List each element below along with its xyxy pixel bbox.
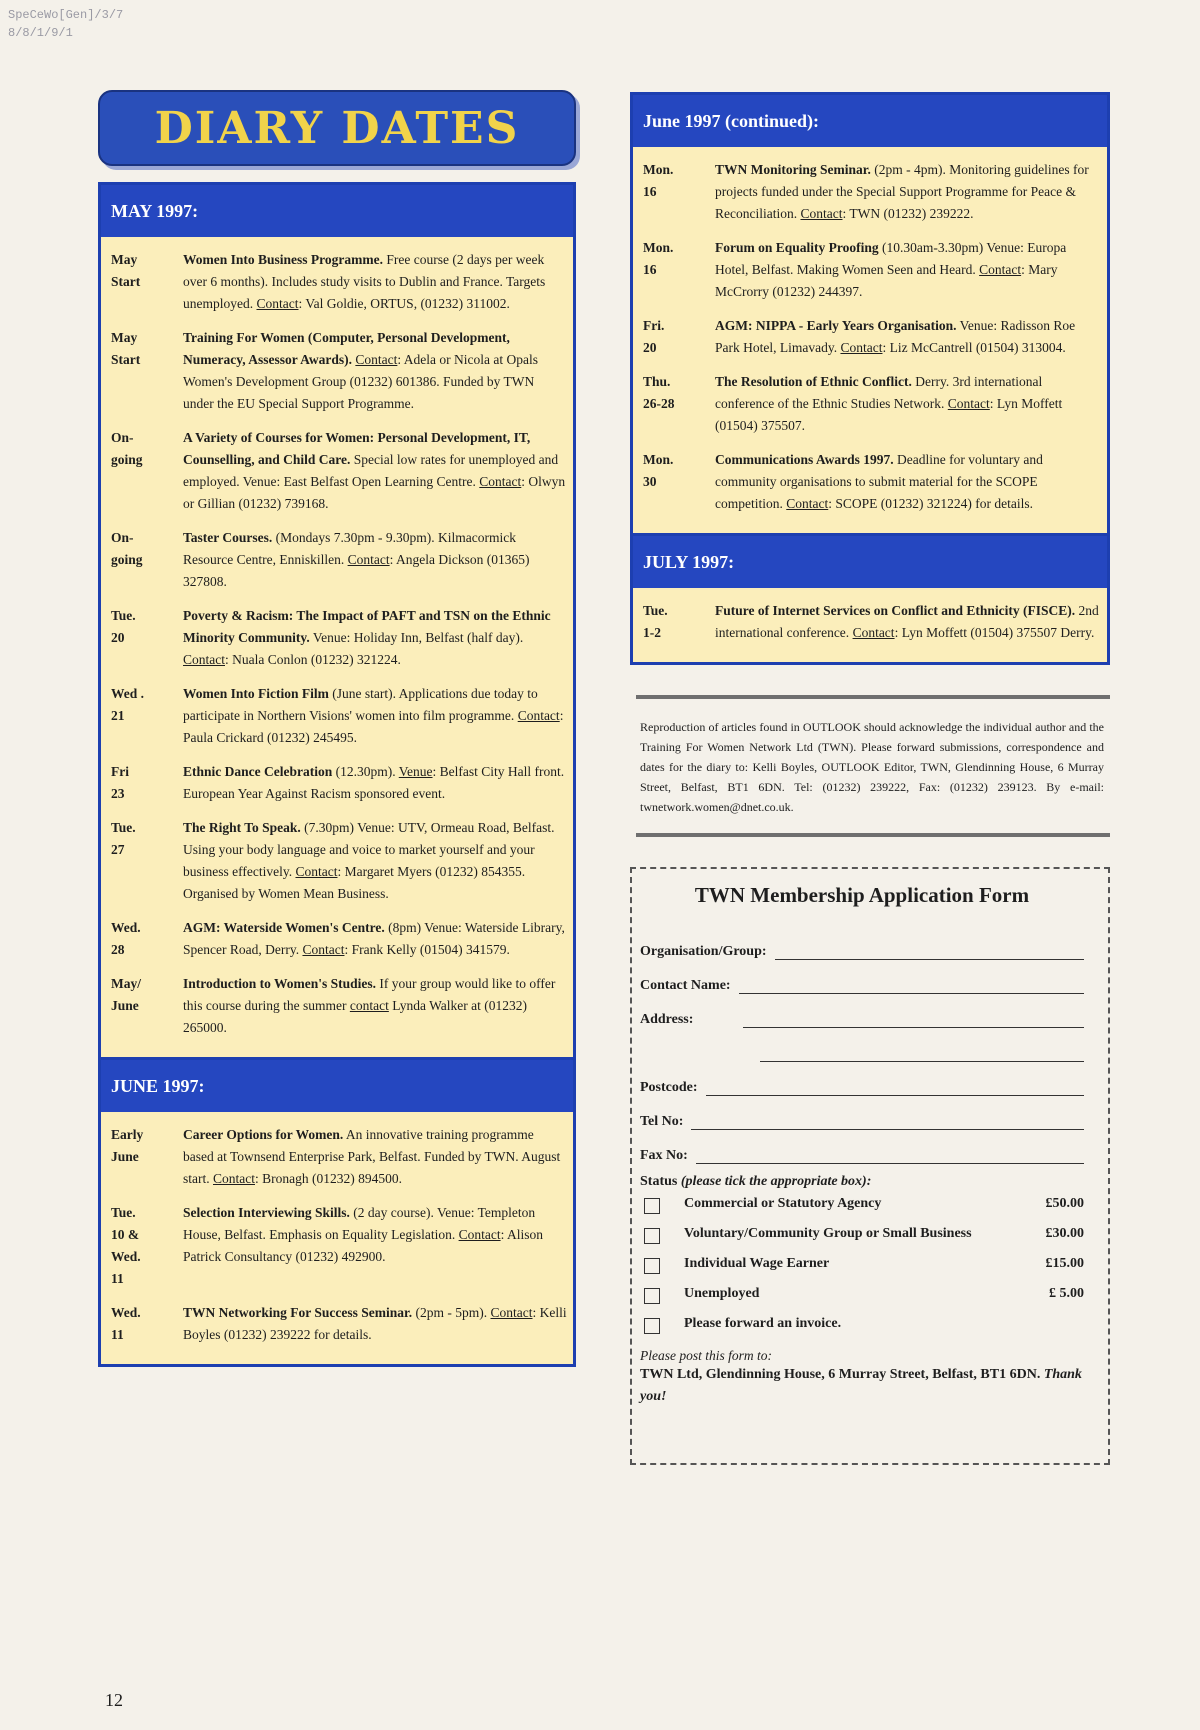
june-heading: JUNE 1997:: [101, 1060, 573, 1112]
entry-text: (7.30pm) Venue: UTV, Ormeau Road, Belfast. Using your body language and voice to market yourself and your business effectively.: [183, 820, 555, 879]
entry-contact-label: Contact: [479, 474, 522, 489]
entry-contact: : TWN (01232) 239222.: [842, 206, 974, 221]
entry-contact: : Margaret Myers (01232) 854355. Organised by Women Mean Business.: [183, 864, 526, 901]
entry-title: Communications Awards 1997.: [715, 452, 894, 467]
entry-date: Early June: [111, 1127, 144, 1164]
entry-contact-label: Contact: [947, 396, 990, 411]
postcode-line[interactable]: [706, 1081, 1084, 1096]
entry-contact-label: Contact: [490, 1305, 533, 1320]
entry-contact-label: Venue: [398, 764, 433, 779]
entry-date: Mon. 16: [643, 240, 674, 277]
status-hint: (please tick the appropriate box):: [677, 1174, 872, 1189]
entry-date: Mon. 30: [643, 452, 674, 489]
entry-date: Wed . 21: [111, 686, 145, 723]
status-prompt: [640, 1174, 1084, 1190]
entry-date: Wed. 28: [111, 920, 141, 957]
entry-contact: : Lyn Moffett (01504) 375507.: [715, 396, 1063, 433]
diary-entry: [643, 159, 1101, 225]
entry-contact: : Mary McCrorry (01232) 244397.: [715, 262, 1058, 299]
entry-contact-label: Contact: [517, 708, 560, 723]
diary-entry: [111, 761, 567, 805]
entry-title: The Right To Speak.: [183, 820, 301, 835]
entry-body: [715, 371, 1101, 437]
option-label: Unemployed: [684, 1286, 760, 1301]
entry-title: Women Into Business Programme.: [183, 252, 384, 267]
july-heading: JULY 1997:: [633, 536, 1107, 588]
entry-body: [183, 817, 567, 905]
entry-body: [715, 237, 1101, 303]
diary-entry: [111, 605, 567, 671]
entry-title: Selection Interviewing Skills.: [183, 1205, 350, 1220]
field-fax: [640, 1130, 1084, 1164]
diary-entry: [643, 315, 1101, 359]
entry-contact-label: Contact: [786, 496, 829, 511]
entry-body: [183, 1124, 567, 1190]
checkbox[interactable]: [644, 1198, 660, 1214]
entry-text: Venue: Radisson Roe Park Hotel, Limavady.: [715, 318, 1076, 355]
entry-text: (10.30am-3.30pm) Venue: Europa Hotel, Belfast. Making Women Seen and Heard.: [715, 240, 1067, 277]
entry-title: Women Into Fiction Film: [183, 686, 329, 701]
status-option: [640, 1226, 1084, 1244]
entry-date: Thu. 26-28: [643, 374, 675, 411]
entry-date: May Start: [111, 330, 141, 367]
option-label: Individual Wage Earner: [684, 1256, 830, 1271]
entry-contact: : Nuala Conlon (01232) 321224.: [225, 652, 401, 667]
entry-contact-label: Contact: [183, 652, 225, 667]
right-column: [630, 92, 1110, 1465]
entry-contact-label: Contact: [979, 262, 1022, 277]
tel-line[interactable]: [691, 1115, 1084, 1130]
entry-date: Tue. 10 & Wed. 11: [111, 1205, 141, 1286]
field-label: Fax No:: [640, 1148, 688, 1163]
entry-contact: : Olwyn or Gillian (01232) 739168.: [183, 474, 566, 511]
field-contact-name: [640, 960, 1084, 994]
entry-contact-label: Contact: [213, 1171, 255, 1186]
entry-text: (2pm - 5pm).: [412, 1305, 488, 1320]
entry-contact: : Bronagh (01232) 894500.: [255, 1171, 402, 1186]
entry-title: Forum on Equality Proofing: [715, 240, 879, 255]
entry-title: Poverty & Racism: The Impact of PAFT and TSN on the Ethnic Minority Community.: [183, 608, 551, 645]
entry-text: Derry. 3rd international conference of the Ethnic Studies Network.: [715, 374, 1043, 411]
diary-entry: [111, 973, 567, 1039]
field-tel: [640, 1096, 1084, 1130]
entry-contact-label: Contact: [458, 1227, 501, 1242]
june-continued-entries: [633, 147, 1107, 533]
post-instruction: Please post this form to:: [640, 1348, 772, 1363]
entry-contact: : Liz McCantrell (01504) 313004.: [882, 340, 1066, 355]
entry-title: Ethnic Dance Celebration: [183, 764, 333, 779]
entry-body: [183, 427, 567, 515]
entry-text: Venue: Holiday Inn, Belfast (half day).: [309, 630, 524, 645]
diary-entry: [111, 527, 567, 593]
july-section: [630, 536, 1110, 665]
entry-contact-label: Contact: [355, 352, 398, 367]
june-continued-heading: June 1997 (continued):: [633, 95, 1107, 147]
entry-title: Introduction to Women's Studies.: [183, 976, 377, 991]
may-entries: [101, 237, 573, 1057]
status-options: [640, 1196, 1084, 1334]
entry-body: [183, 249, 567, 315]
june-entries: [101, 1112, 573, 1364]
status-label: Status: [640, 1174, 678, 1189]
diary-entry: [643, 449, 1101, 515]
field-postcode: [640, 1062, 1084, 1096]
entry-body: [183, 917, 567, 961]
entry-body: [715, 315, 1101, 359]
entry-date: May Start: [111, 252, 141, 289]
entry-body: [183, 605, 567, 671]
entry-text: Special low rates for unemployed and employed. Venue: East Belfast Open Learning Centre.: [183, 452, 559, 489]
status-option: [640, 1256, 1084, 1274]
address-line-2[interactable]: [760, 1047, 1084, 1062]
entry-text: (8pm) Venue: Waterside Library, Spencer Road, Derry.: [183, 920, 565, 957]
archive-stamp-line-1: SpeCeWo[Gen]/3/7: [8, 8, 124, 22]
entry-body: [715, 449, 1101, 515]
entry-title: TWN Monitoring Seminar.: [715, 162, 871, 177]
entry-contact-label: Contact: [302, 942, 345, 957]
may-heading: MAY 1997:: [101, 185, 573, 237]
entry-text: 2nd international conference.: [715, 603, 1099, 640]
entry-text: If your group would like to offer this course during the summer: [183, 976, 556, 1013]
entry-date: Mon. 16: [643, 162, 674, 199]
entry-body: [183, 527, 567, 593]
entry-title: AGM: Waterside Women's Centre.: [183, 920, 385, 935]
status-option: [640, 1316, 1084, 1334]
entry-contact: : Paula Crickard (01232) 245495.: [183, 708, 564, 745]
entry-date: Tue. 27: [111, 820, 136, 857]
field-label: Organisation/Group:: [640, 944, 767, 959]
entry-text: (12.30pm).: [332, 764, 396, 779]
entry-title: Taster Courses.: [183, 530, 273, 545]
entry-date: On- going: [111, 530, 143, 567]
entry-text: (2 day course). Venue: Templeton House, Belfast. Emphasis on Equality Legislation.: [183, 1205, 536, 1242]
diary-entry: [111, 817, 567, 905]
entry-text: Free course (2 days per week over 6 months). Includes study visits to Dublin and France. Targets unemployed.: [183, 252, 546, 311]
membership-form: [630, 867, 1110, 1465]
address-line-1[interactable]: [743, 1013, 1084, 1028]
field-label: Contact Name:: [640, 978, 731, 993]
option-price: £ 5.00: [1049, 1286, 1084, 1301]
diary-entry: [111, 683, 567, 749]
entry-contact-label: Contact: [347, 552, 390, 567]
entry-contact: Lynda Walker at (01232) 265000.: [183, 998, 527, 1035]
entry-text: (June start). Applications due today to participate in Northern Visions' women into film programme.: [183, 686, 538, 723]
diary-entry: [111, 427, 567, 515]
option-price: £50.00: [1045, 1196, 1084, 1211]
entry-contact-label: Contact: [295, 864, 338, 879]
entry-contact-label: Contact: [852, 625, 895, 640]
diary-entry: [111, 1302, 567, 1346]
thank-you: Thank you!: [640, 1367, 1082, 1404]
entry-contact: : Alison Patrick Consultancy (01232) 492900.: [183, 1227, 543, 1264]
entry-date: Tue. 20: [111, 608, 136, 645]
entry-body: [183, 973, 567, 1039]
entry-contact: : Belfast City Hall front. European Year Against Racism sponsored event.: [183, 764, 565, 801]
option-label: Commercial or Statutory Agency: [684, 1196, 882, 1211]
fax-line[interactable]: [696, 1149, 1084, 1164]
diary-entry: [111, 917, 567, 961]
diary-entry: [111, 249, 567, 315]
entry-title: A Variety of Courses for Women: Personal Development, IT, Counselling, and Child Care.: [183, 430, 531, 467]
entry-body: [183, 683, 567, 749]
entry-contact: : Frank Kelly (01504) 341579.: [344, 942, 510, 957]
entry-title: AGM: NIPPA - Early Years Organisation.: [715, 318, 957, 333]
option-price: £15.00: [1045, 1256, 1084, 1271]
field-label: Postcode:: [640, 1080, 698, 1095]
organisation-line[interactable]: [775, 945, 1084, 960]
postal-address-text: TWN Ltd, Glendinning House, 6 Murray Street, Belfast, BT1 6DN.: [640, 1367, 1041, 1382]
field-organisation: [640, 926, 1084, 960]
entry-body: [715, 600, 1101, 644]
may-section: [98, 182, 576, 1060]
entry-contact: : Kelli Boyles (01232) 239222 for details.: [183, 1305, 567, 1342]
diary-entry: [111, 327, 567, 415]
june-continued-section: [630, 92, 1110, 536]
status-option: [640, 1286, 1084, 1304]
entry-contact-label: Contact: [256, 296, 299, 311]
checkbox[interactable]: [644, 1288, 660, 1304]
reproduction-notice: Reproduction of articles found in OUTLOOK should acknowledge the individual author and the Training For Women Network Ltd (TWN). Please forward submissions, correspondence and dates for the diary to: Kelli Boyles, OUTLOOK Editor, TWN, Glendinning House, 6 Murray Street, Belfast, BT1 6DN. Tel: (01232) 239222, Fax: (01232) 239123. By e-mail: twnetwork.women@dnet.co.uk.: [640, 720, 1104, 814]
field-label: Tel No:: [640, 1114, 684, 1129]
field-address: [640, 994, 1084, 1028]
checkbox[interactable]: [644, 1318, 660, 1334]
entry-contact-label: contact: [349, 998, 389, 1013]
entry-text: Deadline for voluntary and community organisations to submit material for the SCOPE competition.: [715, 452, 1043, 511]
entry-contact: : Val Goldie, ORTUS, (01232) 311002.: [298, 296, 510, 311]
entry-title: Career Options for Women.: [183, 1127, 344, 1142]
diary-title-banner: [98, 90, 576, 166]
entry-date: Fri. 20: [643, 318, 665, 355]
left-column: [98, 90, 576, 1367]
diary-entry: [111, 1124, 567, 1190]
entry-date: Wed. 11: [111, 1305, 141, 1342]
diary-entry: [643, 237, 1101, 303]
entry-body: [183, 761, 567, 805]
entry-text: An innovative training programme based at Townsend Enterprise Park, Belfast. Funded by TWN. August start.: [183, 1127, 561, 1186]
entry-text: (2pm - 4pm). Monitoring guidelines for projects funded under the Special Support Programme for Peace & Reconciliation.: [715, 162, 1089, 221]
july-entries: [633, 588, 1107, 662]
entry-date: May/ June: [111, 976, 141, 1013]
contact-name-line[interactable]: [739, 979, 1084, 994]
option-price: £30.00: [1045, 1226, 1084, 1241]
status-option: [640, 1196, 1084, 1214]
entry-title: The Resolution of Ethnic Conflict.: [715, 374, 912, 389]
entry-date: Tue. 1-2: [643, 603, 668, 640]
entry-date: Fri 23: [111, 764, 129, 801]
entry-contact: : Angela Dickson (01365) 327808.: [183, 552, 530, 589]
membership-form-title: TWN Membership Application Form: [694, 883, 1030, 907]
diary-entry: [643, 371, 1101, 437]
option-label: Voluntary/Community Group or Small Business: [684, 1226, 972, 1241]
field-label: Address:: [640, 1012, 694, 1027]
entry-contact-label: Contact: [840, 340, 883, 355]
page-title: DIARY DATES: [154, 102, 520, 154]
diary-entry: [643, 600, 1101, 644]
archive-stamp-line-2: 8/8/1/9/1: [8, 26, 73, 40]
diary-entry: [111, 1202, 567, 1290]
entry-body: [183, 1302, 567, 1346]
entry-contact: : Lyn Moffett (01504) 375507 Derry.: [894, 625, 1095, 640]
entry-contact: : Adela or Nicola at Opals Women's Development Group (01232) 601386. Funded by TWN under the EU Special Support Programme.: [183, 352, 538, 411]
entry-title: Future of Internet Services on Conflict and Ethnicity (FISCE).: [715, 603, 1076, 618]
divider-bottom: [636, 833, 1110, 837]
checkbox[interactable]: [644, 1258, 660, 1274]
entry-title: Training For Women (Computer, Personal Development, Numeracy, Assessor Awards).: [183, 330, 510, 367]
entry-title: TWN Networking For Success Seminar.: [183, 1305, 413, 1320]
archive-stamp: [8, 6, 123, 42]
entry-body: [183, 327, 567, 415]
entry-text: (Mondays 7.30pm - 9.30pm). Kilmacormick Resource Centre, Enniskillen.: [183, 530, 516, 567]
entry-body: [715, 159, 1101, 225]
entry-contact: : SCOPE (01232) 321224) for details.: [828, 496, 1033, 511]
page-number: 12: [105, 1690, 123, 1710]
field-address-cont: [640, 1028, 1084, 1062]
june-section: [98, 1060, 576, 1367]
option-label: Please forward an invoice.: [684, 1316, 842, 1331]
postal-address: [640, 1364, 1084, 1408]
entry-body: [183, 1202, 567, 1290]
entry-contact-label: Contact: [800, 206, 843, 221]
entry-date: On- going: [111, 430, 143, 467]
checkbox[interactable]: [644, 1228, 660, 1244]
